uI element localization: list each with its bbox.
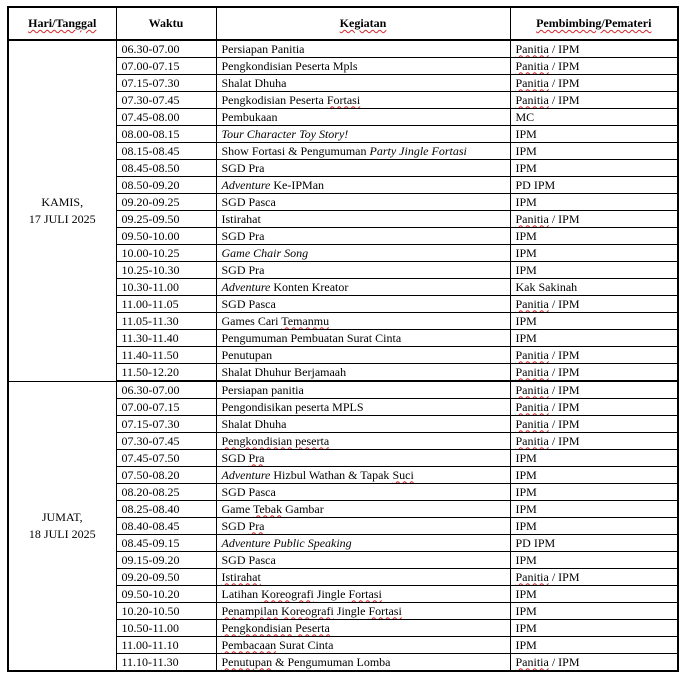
activity-text: Party Jingle Fortasi — [369, 143, 467, 158]
activity-cell — [216, 126, 510, 143]
mentor-text: / IPM — [548, 92, 580, 107]
activity-cell — [216, 313, 510, 330]
time-cell: 09.25-09.50 — [116, 211, 216, 228]
header-row — [8, 7, 678, 40]
activity-cell — [216, 58, 510, 75]
mentor-cell — [510, 535, 678, 552]
time-cell: 08.40-08.45 — [116, 518, 216, 535]
time-cell: 07.50-08.20 — [116, 467, 216, 484]
activity-text: SGD Pasca — [221, 552, 276, 567]
mentor-text: Panitia — [515, 569, 549, 584]
mentor-cell — [510, 603, 678, 620]
mentor-cell — [510, 313, 678, 330]
activity-cell — [216, 296, 510, 313]
mentor-text: IPM — [515, 194, 537, 209]
mentor-text: Panitia — [515, 347, 549, 362]
mentor-text: Panitia — [515, 75, 549, 90]
time-cell: 08.45-09.15 — [116, 535, 216, 552]
time-cell: 08.25-08.40 — [116, 501, 216, 518]
mentor-text: / IPM — [548, 569, 580, 584]
activity-cell — [216, 518, 510, 535]
mentor-text: IPM — [515, 450, 537, 465]
mentor-text: IPM — [515, 313, 537, 328]
activity-cell — [216, 279, 510, 296]
mentor-text: IPM — [515, 518, 537, 533]
activity-text: Pembacaan — [221, 637, 277, 652]
activity-text: Pengumuman Pembuatan Surat Cinta — [221, 330, 402, 345]
mentor-cell — [510, 177, 678, 194]
activity-text: Temanmu — [281, 313, 330, 328]
header-day: Hari/Tanggal — [8, 7, 116, 40]
activity-cell — [216, 620, 510, 637]
mentor-text: Panitia — [515, 416, 549, 431]
activity-text: Pengondisikan peserta MPLS — [221, 399, 364, 414]
activity-text: Fortasi — [368, 603, 402, 618]
day-cell — [8, 381, 116, 671]
activity-text: Pembukaan — [221, 109, 278, 124]
activity-text: Istirahat — [221, 569, 261, 584]
mentor-cell — [510, 518, 678, 535]
time-cell: 11.40-11.50 — [116, 347, 216, 364]
mentor-cell — [510, 109, 678, 126]
mentor-cell — [510, 484, 678, 501]
time-cell: 07.30-07.45 — [116, 433, 216, 450]
activity-text: Koreografi — [281, 603, 334, 618]
activity-text: SGD Pasca — [221, 194, 276, 209]
time-cell: 07.45-08.00 — [116, 109, 216, 126]
mentor-cell — [510, 364, 678, 382]
activity-text: SGD — [221, 518, 249, 533]
mentor-text: Panitia — [515, 654, 549, 669]
activity-text: Pengkodisian Peserta — [221, 92, 327, 107]
mentor-cell — [510, 416, 678, 433]
mentor-text: Panitia — [515, 364, 549, 379]
mentor-text: IPM — [515, 620, 537, 635]
mentor-text: / IPM — [548, 416, 580, 431]
activity-text: SGD Pasca — [221, 484, 276, 499]
day-date: 18 JULI 2025 — [28, 526, 96, 541]
activity-text: Jingle — [313, 586, 349, 601]
activity-text: SGD Pasca — [221, 296, 276, 311]
mentor-cell — [510, 245, 678, 262]
mentor-text: IPM — [515, 330, 537, 345]
mentor-cell — [510, 296, 678, 313]
mentor-cell — [510, 279, 678, 296]
mentor-text: Panitia — [515, 58, 549, 73]
activity-text: Ke-IPMan — [270, 177, 325, 192]
mentor-cell — [510, 347, 678, 364]
time-cell: 07.15-07.30 — [116, 75, 216, 92]
activity-text: Latihan — [221, 586, 262, 601]
mentor-text: / IPM — [548, 58, 580, 73]
mentor-text: / IPM — [548, 364, 580, 379]
activity-cell — [216, 109, 510, 126]
mentor-cell — [510, 262, 678, 279]
activity-text: Penampilan — [221, 603, 279, 618]
activity-cell — [216, 535, 510, 552]
mentor-cell — [510, 211, 678, 228]
mentor-text: / IPM — [548, 399, 580, 414]
time-cell: 06.30-07.00 — [116, 381, 216, 399]
activity-text: Tour Character Toy Story! — [221, 126, 349, 141]
activity-text: Persiapan Panitia — [221, 41, 305, 56]
time-cell: 09.20-09.25 — [116, 194, 216, 211]
activity-text: Surat Cinta — [276, 637, 334, 652]
mentor-cell — [510, 143, 678, 160]
activity-text: Persiapan panitia — [221, 382, 304, 397]
mentor-cell — [510, 330, 678, 347]
activity-text: & Pengumuman Lomba — [272, 654, 391, 669]
day-name: JUMAT, — [41, 509, 83, 524]
time-cell: 10.30-11.00 — [116, 279, 216, 296]
time-cell: 09.50-10.20 — [116, 586, 216, 603]
mentor-cell — [510, 399, 678, 416]
header-activity: Kegiatan — [216, 7, 510, 40]
activity-text: Adventure — [221, 279, 271, 294]
activity-text: Pengkondisian — [221, 433, 293, 448]
activity-cell — [216, 211, 510, 228]
day-name: KAMIS, — [41, 194, 84, 209]
mentor-text: / IPM — [548, 75, 580, 90]
activity-cell — [216, 450, 510, 467]
mentor-text: IPM — [515, 552, 537, 567]
time-cell: 08.45-08.50 — [116, 160, 216, 177]
activity-text: Penutupan — [221, 654, 273, 669]
time-cell: 09.50-10.00 — [116, 228, 216, 245]
mentor-text: IPM — [515, 160, 537, 175]
activity-text: Adventure — [221, 467, 271, 482]
activity-cell — [216, 228, 510, 245]
activity-text: Pra — [248, 518, 265, 533]
time-cell: 10.00-10.25 — [116, 245, 216, 262]
mentor-text: / IPM — [548, 433, 580, 448]
activity-cell — [216, 416, 510, 433]
mentor-cell — [510, 194, 678, 211]
activity-cell — [216, 194, 510, 211]
mentor-text: PD IPM — [515, 535, 556, 550]
activity-cell — [216, 654, 510, 672]
time-cell: 10.25-10.30 — [116, 262, 216, 279]
activity-text: Game Chair Song — [221, 245, 309, 260]
activity-text: Pengkondisian Peserta Mpls — [221, 58, 358, 73]
time-cell: 07.30-07.45 — [116, 92, 216, 109]
activity-text: Tebak — [252, 501, 283, 516]
mentor-cell — [510, 228, 678, 245]
mentor-text: Panitia — [515, 399, 549, 414]
time-cell: 08.15-08.45 — [116, 143, 216, 160]
activity-text: Konten Kreator — [270, 279, 349, 294]
activity-cell — [216, 569, 510, 586]
mentor-text: / IPM — [548, 296, 580, 311]
activity-text: Jingle — [333, 603, 369, 618]
mentor-text: IPM — [515, 637, 537, 652]
time-cell: 11.30-11.40 — [116, 330, 216, 347]
time-cell: 09.20-09.50 — [116, 569, 216, 586]
mentor-text: IPM — [515, 126, 537, 141]
mentor-cell — [510, 467, 678, 484]
activity-cell — [216, 552, 510, 569]
time-cell: 08.20-08.25 — [116, 484, 216, 501]
mentor-cell — [510, 58, 678, 75]
activity-text: Gambar — [282, 501, 324, 516]
mentor-text: MC — [515, 109, 535, 124]
activity-cell — [216, 399, 510, 416]
time-cell: 08.50-09.20 — [116, 177, 216, 194]
time-cell: 11.00-11.05 — [116, 296, 216, 313]
activity-cell — [216, 177, 510, 194]
mentor-cell — [510, 654, 678, 672]
time-cell: 10.20-10.50 — [116, 603, 216, 620]
activity-cell — [216, 433, 510, 450]
time-cell: 07.45-07.50 — [116, 450, 216, 467]
mentor-text: PD IPM — [515, 177, 556, 192]
time-cell: 09.15-09.20 — [116, 552, 216, 569]
activity-cell — [216, 143, 510, 160]
mentor-cell — [510, 92, 678, 109]
table-row — [8, 40, 678, 58]
time-cell: 11.00-11.10 — [116, 637, 216, 654]
mentor-text: IPM — [515, 484, 537, 499]
mentor-text: Panitia — [515, 433, 549, 448]
activity-cell — [216, 484, 510, 501]
activity-cell — [216, 92, 510, 109]
mentor-text: / IPM — [548, 382, 580, 397]
schedule-table — [7, 6, 679, 672]
mentor-cell — [510, 126, 678, 143]
mentor-text: IPM — [515, 467, 537, 482]
time-cell: 11.05-11.30 — [116, 313, 216, 330]
activity-text: Penutupan — [221, 347, 273, 362]
activity-text: SGD Pra — [221, 228, 265, 243]
activity-cell — [216, 501, 510, 518]
mentor-text: IPM — [515, 143, 537, 158]
activity-cell — [216, 75, 510, 92]
mentor-cell — [510, 433, 678, 450]
mentor-cell — [510, 160, 678, 177]
mentor-text: IPM — [515, 228, 537, 243]
activity-text: Games Cari — [221, 313, 282, 328]
mentor-cell — [510, 586, 678, 603]
mentor-text: Panitia — [515, 382, 549, 397]
mentor-text: Kak Sakinah — [515, 279, 578, 294]
activity-cell — [216, 160, 510, 177]
activity-cell — [216, 262, 510, 279]
activity-text: Game — [221, 501, 253, 516]
activity-cell — [216, 245, 510, 262]
mentor-cell — [510, 501, 678, 518]
mentor-text: / IPM — [548, 347, 580, 362]
activity-text: Pra — [248, 450, 265, 465]
activity-cell — [216, 40, 510, 58]
mentor-cell — [510, 620, 678, 637]
day-cell — [8, 40, 116, 381]
time-cell: 10.50-11.00 — [116, 620, 216, 637]
activity-text: Koreografi — [261, 586, 314, 601]
time-cell: 11.50-12.20 — [116, 364, 216, 382]
mentor-text: / IPM — [548, 41, 580, 56]
time-cell: 11.10-11.30 — [116, 654, 216, 672]
activity-cell — [216, 603, 510, 620]
time-cell: 06.30-07.00 — [116, 40, 216, 58]
activity-text: Adventure — [221, 177, 271, 192]
mentor-text: Panitia — [515, 41, 549, 56]
activity-text: Pengkondisian — [221, 620, 293, 635]
mentor-cell — [510, 552, 678, 569]
activity-cell — [216, 381, 510, 399]
activity-cell — [216, 347, 510, 364]
schedule-body — [8, 40, 678, 671]
mentor-text: Panitia — [515, 296, 549, 311]
mentor-text: Panitia — [515, 92, 549, 107]
mentor-text: IPM — [515, 603, 537, 618]
mentor-text: Panitia — [515, 211, 549, 226]
time-cell: 07.15-07.30 — [116, 416, 216, 433]
time-cell: 07.00-07.15 — [116, 58, 216, 75]
activity-text: peserta — [295, 433, 330, 448]
activity-text: Adventure Public Speaking — [221, 535, 352, 550]
activity-text: Suci — [392, 467, 414, 482]
activity-text: Shalat Dhuha — [221, 416, 287, 431]
mentor-text: IPM — [515, 262, 537, 277]
header-time: Waktu — [116, 7, 216, 40]
activity-text: Peserta — [295, 620, 330, 635]
activity-text: SGD Pra — [221, 160, 265, 175]
mentor-cell — [510, 569, 678, 586]
mentor-text: IPM — [515, 586, 537, 601]
activity-cell — [216, 637, 510, 654]
mentor-text: / IPM — [548, 211, 580, 226]
mentor-cell — [510, 637, 678, 654]
mentor-cell — [510, 40, 678, 58]
mentor-text: IPM — [515, 245, 537, 260]
activity-text: Hizbul Wathan & Tapak — [270, 467, 393, 482]
time-cell: 08.00-08.15 — [116, 126, 216, 143]
header-mentor: Pembimbing/Pemateri — [510, 7, 678, 40]
time-cell: 07.00-07.15 — [116, 399, 216, 416]
mentor-cell — [510, 381, 678, 399]
mentor-text: IPM — [515, 501, 537, 516]
table-row — [8, 381, 678, 399]
activity-cell — [216, 586, 510, 603]
day-date: 17 JULI 2025 — [28, 211, 96, 226]
activity-cell — [216, 364, 510, 382]
mentor-cell — [510, 450, 678, 467]
activity-cell — [216, 467, 510, 484]
activity-cell — [216, 330, 510, 347]
activity-text: Show Fortasi & Pengumuman — [221, 143, 370, 158]
activity-text: Shalat Dhuhur Berjamaah — [221, 364, 347, 379]
activity-text: Fortasi — [326, 92, 361, 107]
mentor-text: / IPM — [548, 654, 580, 669]
activity-text: Shalat Dhuha — [221, 75, 287, 90]
activity-text: Fortasi — [348, 586, 382, 601]
mentor-cell — [510, 75, 678, 92]
activity-text: Istirahat — [221, 211, 261, 226]
activity-text: SGD Pra — [221, 262, 265, 277]
activity-text: SGD — [221, 450, 249, 465]
